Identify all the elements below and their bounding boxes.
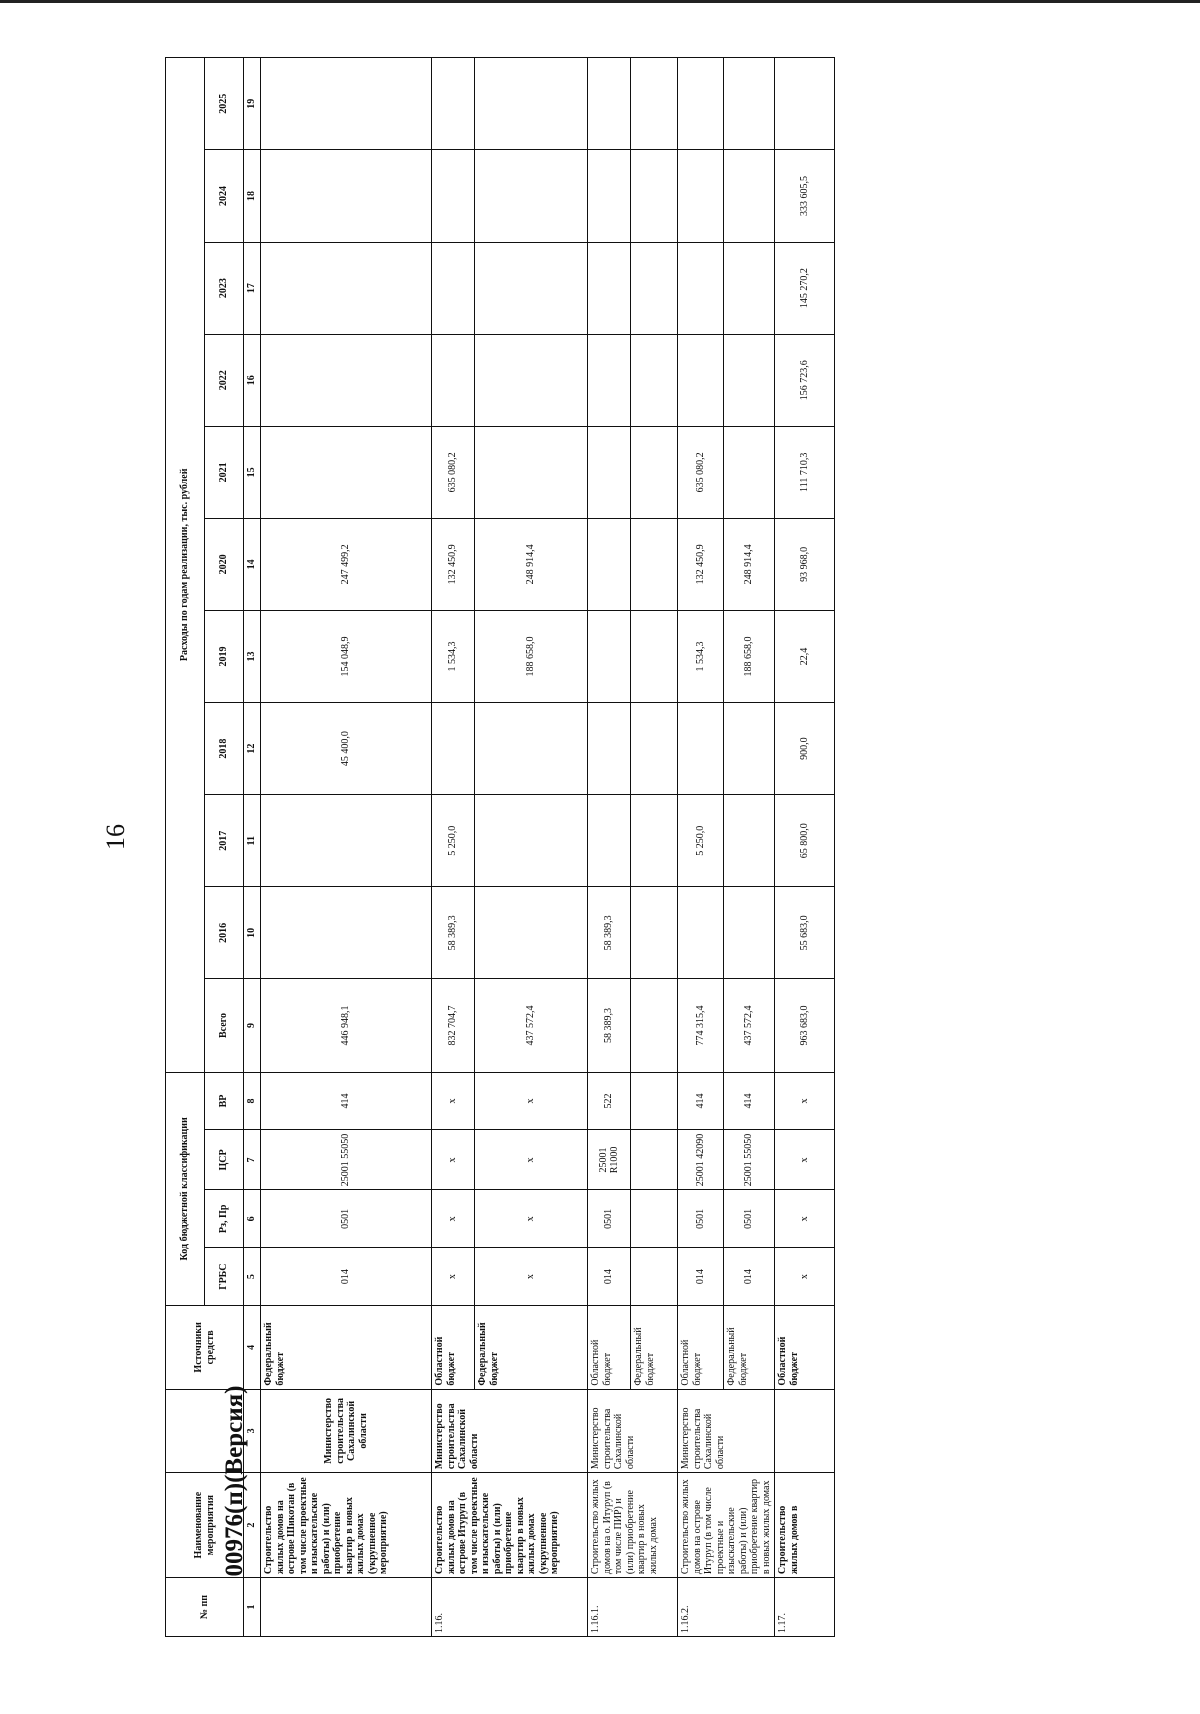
header-csr: ЦСР xyxy=(205,1130,244,1190)
cell-year: 248 914,4 xyxy=(475,518,588,610)
cell-vr: х xyxy=(432,1072,475,1130)
funding-source: Областной бюджет xyxy=(588,1306,631,1390)
cell-year xyxy=(631,150,678,242)
cell-year xyxy=(588,795,631,887)
cell-year: 132 450,9 xyxy=(678,518,724,610)
cell-year xyxy=(261,887,432,979)
measure-name: Строительство жилых домов на острове Шикотан (в том числе проектные и изыскательские работы) и (или) приобретение квартир в новых жилых домах (укрупненное мероприятие) xyxy=(261,1473,432,1578)
cell-year xyxy=(588,334,631,426)
cell-total xyxy=(631,979,678,1072)
cell-vr: 522 xyxy=(588,1072,631,1130)
cell-year xyxy=(724,703,775,795)
cell-grbs: х xyxy=(432,1248,475,1306)
column-number: 6 xyxy=(244,1190,261,1248)
cell-vr xyxy=(631,1072,678,1130)
cell-vr: х xyxy=(475,1072,588,1130)
table-row-1-17-regional xyxy=(775,58,835,1637)
cell-year: 635 080,2 xyxy=(678,426,724,518)
header-sources: Источники средств xyxy=(166,1306,244,1390)
cell-year: 1 534,3 xyxy=(678,610,724,702)
cell-year xyxy=(475,150,588,242)
cell-year: 156 723,6 xyxy=(775,334,835,426)
cell-year: 154 048,9 xyxy=(261,610,432,702)
funding-source: Областной бюджет xyxy=(775,1306,835,1390)
cell-year: 248 914,4 xyxy=(724,518,775,610)
cell-year: 5 250,0 xyxy=(678,795,724,887)
cell-rzpr xyxy=(631,1190,678,1248)
header-year: 2016 xyxy=(205,887,244,979)
cell-year xyxy=(475,426,588,518)
cell-year xyxy=(432,703,475,795)
header-year: 2022 xyxy=(205,334,244,426)
measure-name: Строительство жилых домов на острове Итуруп (в том числе проектные и изыскательские работы) и (или) приобретение квартир в новых жилых домах (укрупненное мероприятие) xyxy=(432,1473,588,1578)
cell-year: 333 605,5 xyxy=(775,150,835,242)
header-expenses: Расходы по годам реализации, тыс. рублей xyxy=(166,58,205,1073)
cell-year: 145 270,2 xyxy=(775,242,835,334)
cell-csr: х xyxy=(775,1130,835,1190)
column-number: 7 xyxy=(244,1130,261,1190)
column-number: 5 xyxy=(244,1248,261,1306)
row-number: 1.17. xyxy=(775,1578,835,1637)
header-year: 2018 xyxy=(205,703,244,795)
cell-year xyxy=(475,242,588,334)
funding-source: Областной бюджет xyxy=(678,1306,724,1390)
cell-year xyxy=(631,703,678,795)
column-number: 16 xyxy=(244,334,261,426)
header-grbs: ГРБС xyxy=(205,1248,244,1306)
column-number: 9 xyxy=(244,979,261,1072)
header-rzpr: Рз, Пр xyxy=(205,1190,244,1248)
table-row-1-16-2-regional xyxy=(678,58,724,1637)
cell-year xyxy=(631,887,678,979)
header-name: Наименование мероприятия xyxy=(166,1473,244,1578)
cell-grbs: х xyxy=(775,1248,835,1306)
measure-name: Строительство жилых домов на о. Итуруп (в том числе ПИР) и (или) приобретение квартир в новых жилых домах xyxy=(588,1473,678,1578)
cell-csr: х xyxy=(475,1130,588,1190)
cell-year xyxy=(475,334,588,426)
funding-source: Федеральный бюджет xyxy=(724,1306,775,1390)
funding-source: Областной бюджет xyxy=(432,1306,475,1390)
cell-year xyxy=(724,58,775,150)
cell-rzpr: 0501 xyxy=(261,1190,432,1248)
cell-total: 832 704,7 xyxy=(432,979,475,1072)
cell-csr xyxy=(631,1130,678,1190)
cell-year: 93 968,0 xyxy=(775,518,835,610)
cell-year xyxy=(678,703,724,795)
table-row-1-16-regional xyxy=(432,58,475,1637)
cell-year xyxy=(631,58,678,150)
row-number: 1.16.1. xyxy=(588,1578,678,1637)
cell-year xyxy=(631,426,678,518)
column-number: 11 xyxy=(244,795,261,887)
cell-vr: 414 xyxy=(261,1072,432,1130)
cell-grbs: 014 xyxy=(678,1248,724,1306)
table-row-1-16-1-regional xyxy=(588,58,631,1637)
column-number: 17 xyxy=(244,242,261,334)
cell-year xyxy=(588,58,631,150)
cell-total: 437 572,4 xyxy=(724,979,775,1072)
cell-year xyxy=(432,150,475,242)
cell-year xyxy=(724,426,775,518)
cell-year xyxy=(724,334,775,426)
column-number: 8 xyxy=(244,1072,261,1130)
header-year: 2019 xyxy=(205,610,244,702)
column-number: 12 xyxy=(244,703,261,795)
cell-grbs: х xyxy=(475,1248,588,1306)
cell-year: 900,0 xyxy=(775,703,835,795)
column-number: 4 xyxy=(244,1306,261,1390)
funding-source: Федеральный бюджет xyxy=(475,1306,588,1390)
cell-total: 963 683,0 xyxy=(775,979,835,1072)
cell-year xyxy=(724,150,775,242)
column-number-row xyxy=(244,58,261,1637)
cell-rzpr: х xyxy=(775,1190,835,1248)
cell-grbs xyxy=(631,1248,678,1306)
program-expenses-table-container xyxy=(165,57,985,1637)
cell-year xyxy=(775,58,835,150)
header-year: 2017 xyxy=(205,795,244,887)
column-number: 2 xyxy=(244,1473,261,1578)
cell-rzpr: 0501 xyxy=(678,1190,724,1248)
header-responsible xyxy=(166,1389,244,1473)
cell-year xyxy=(475,887,588,979)
cell-year: 188 658,0 xyxy=(724,610,775,702)
header-year: 2020 xyxy=(205,518,244,610)
column-number: 1 xyxy=(244,1578,261,1637)
cell-rzpr: х xyxy=(432,1190,475,1248)
document-version-mark: 00976(п)(Версия) xyxy=(221,1385,248,1577)
cell-year xyxy=(631,334,678,426)
cell-grbs: 014 xyxy=(588,1248,631,1306)
cell-year xyxy=(631,242,678,334)
cell-year xyxy=(678,334,724,426)
cell-grbs: 014 xyxy=(724,1248,775,1306)
row-number: 1.16. xyxy=(432,1578,588,1637)
column-number: 10 xyxy=(244,887,261,979)
cell-vr: х xyxy=(775,1072,835,1130)
cell-rzpr: х xyxy=(475,1190,588,1248)
program-expenses-table xyxy=(165,57,835,1637)
cell-rzpr: 0501 xyxy=(724,1190,775,1248)
cell-year xyxy=(261,426,432,518)
header-vr: ВР xyxy=(205,1072,244,1130)
cell-year xyxy=(588,150,631,242)
cell-total: 446 948,1 xyxy=(261,979,432,1072)
cell-year: 45 400,0 xyxy=(261,703,432,795)
cell-year: 58 389,3 xyxy=(432,887,475,979)
cell-total: 437 572,4 xyxy=(475,979,588,1072)
cell-year xyxy=(261,150,432,242)
cell-year xyxy=(261,334,432,426)
cell-rzpr: 0501 xyxy=(588,1190,631,1248)
header-year: 2021 xyxy=(205,426,244,518)
header-year: 2025 xyxy=(205,58,244,150)
cell-year: 247 499,2 xyxy=(261,518,432,610)
row-number xyxy=(261,1578,432,1637)
cell-year xyxy=(588,610,631,702)
column-number: 19 xyxy=(244,58,261,150)
header-no: № пп xyxy=(166,1578,244,1637)
responsible-body: Министерство строительства Сахалинской области xyxy=(432,1389,588,1473)
cell-year xyxy=(475,703,588,795)
cell-csr: 25001 55050 xyxy=(724,1130,775,1190)
column-number: 18 xyxy=(244,150,261,242)
cell-year xyxy=(678,150,724,242)
cell-year xyxy=(588,703,631,795)
column-number: 13 xyxy=(244,610,261,702)
cell-year xyxy=(631,795,678,887)
cell-year: 188 658,0 xyxy=(475,610,588,702)
table-row-shikotan xyxy=(261,58,432,1637)
cell-year xyxy=(432,334,475,426)
cell-year xyxy=(432,58,475,150)
cell-total: 58 389,3 xyxy=(588,979,631,1072)
cell-year: 22,4 xyxy=(775,610,835,702)
row-number: 1.16.2. xyxy=(678,1578,775,1637)
measure-name: Строительство жилых домов в xyxy=(775,1473,835,1578)
cell-year xyxy=(724,242,775,334)
cell-year: 65 800,0 xyxy=(775,795,835,887)
cell-year: 111 710,3 xyxy=(775,426,835,518)
cell-year xyxy=(261,242,432,334)
cell-year xyxy=(588,242,631,334)
cell-year: 58 389,3 xyxy=(588,887,631,979)
cell-csr: х xyxy=(432,1130,475,1190)
cell-vr: 414 xyxy=(724,1072,775,1130)
cell-grbs: 014 xyxy=(261,1248,432,1306)
cell-year xyxy=(588,426,631,518)
cell-csr: 25001 42090 xyxy=(678,1130,724,1190)
cell-year: 55 683,0 xyxy=(775,887,835,979)
responsible-body: Министерство строительства Сахалинской области xyxy=(588,1389,678,1473)
responsible-body: Министерство строительства Сахалинской области xyxy=(678,1389,775,1473)
cell-year xyxy=(631,610,678,702)
header-total: Всего xyxy=(205,979,244,1072)
responsible-body xyxy=(775,1389,835,1473)
cell-year xyxy=(475,58,588,150)
funding-source: Федеральный бюджет xyxy=(261,1306,432,1390)
cell-csr: 25001 55050 xyxy=(261,1130,432,1190)
cell-year xyxy=(475,795,588,887)
cell-year xyxy=(631,518,678,610)
funding-source: Федеральный бюджет xyxy=(631,1306,678,1390)
cell-csr: 25001 R1000 xyxy=(588,1130,631,1190)
cell-year: 132 450,9 xyxy=(432,518,475,610)
column-number: 15 xyxy=(244,426,261,518)
cell-year xyxy=(724,795,775,887)
header-budget-code: Код бюджетной классификации xyxy=(166,1072,205,1306)
scan-top-edge xyxy=(0,0,1200,3)
cell-year xyxy=(678,242,724,334)
cell-year: 5 250,0 xyxy=(432,795,475,887)
cell-year xyxy=(678,887,724,979)
cell-year xyxy=(678,58,724,150)
cell-year xyxy=(261,795,432,887)
cell-year xyxy=(261,58,432,150)
cell-year xyxy=(588,518,631,610)
column-number: 14 xyxy=(244,518,261,610)
cell-year: 1 534,3 xyxy=(432,610,475,702)
header-year: 2023 xyxy=(205,242,244,334)
cell-year xyxy=(724,887,775,979)
cell-total: 774 315,4 xyxy=(678,979,724,1072)
responsible-body: Министерство строительства Сахалинской области xyxy=(261,1389,432,1473)
cell-year xyxy=(432,242,475,334)
header-row-groups xyxy=(166,58,205,1637)
cell-year: 635 080,2 xyxy=(432,426,475,518)
measure-name: Строительство жилых домов на острове Итуруп (в том числе проектные и изыскательские работы) и (или) приобретение квартир в новых жилых домах xyxy=(678,1473,775,1578)
page-number: 16 xyxy=(101,824,130,850)
column-number: 3 xyxy=(244,1389,261,1473)
header-year: 2024 xyxy=(205,150,244,242)
cell-vr: 414 xyxy=(678,1072,724,1130)
